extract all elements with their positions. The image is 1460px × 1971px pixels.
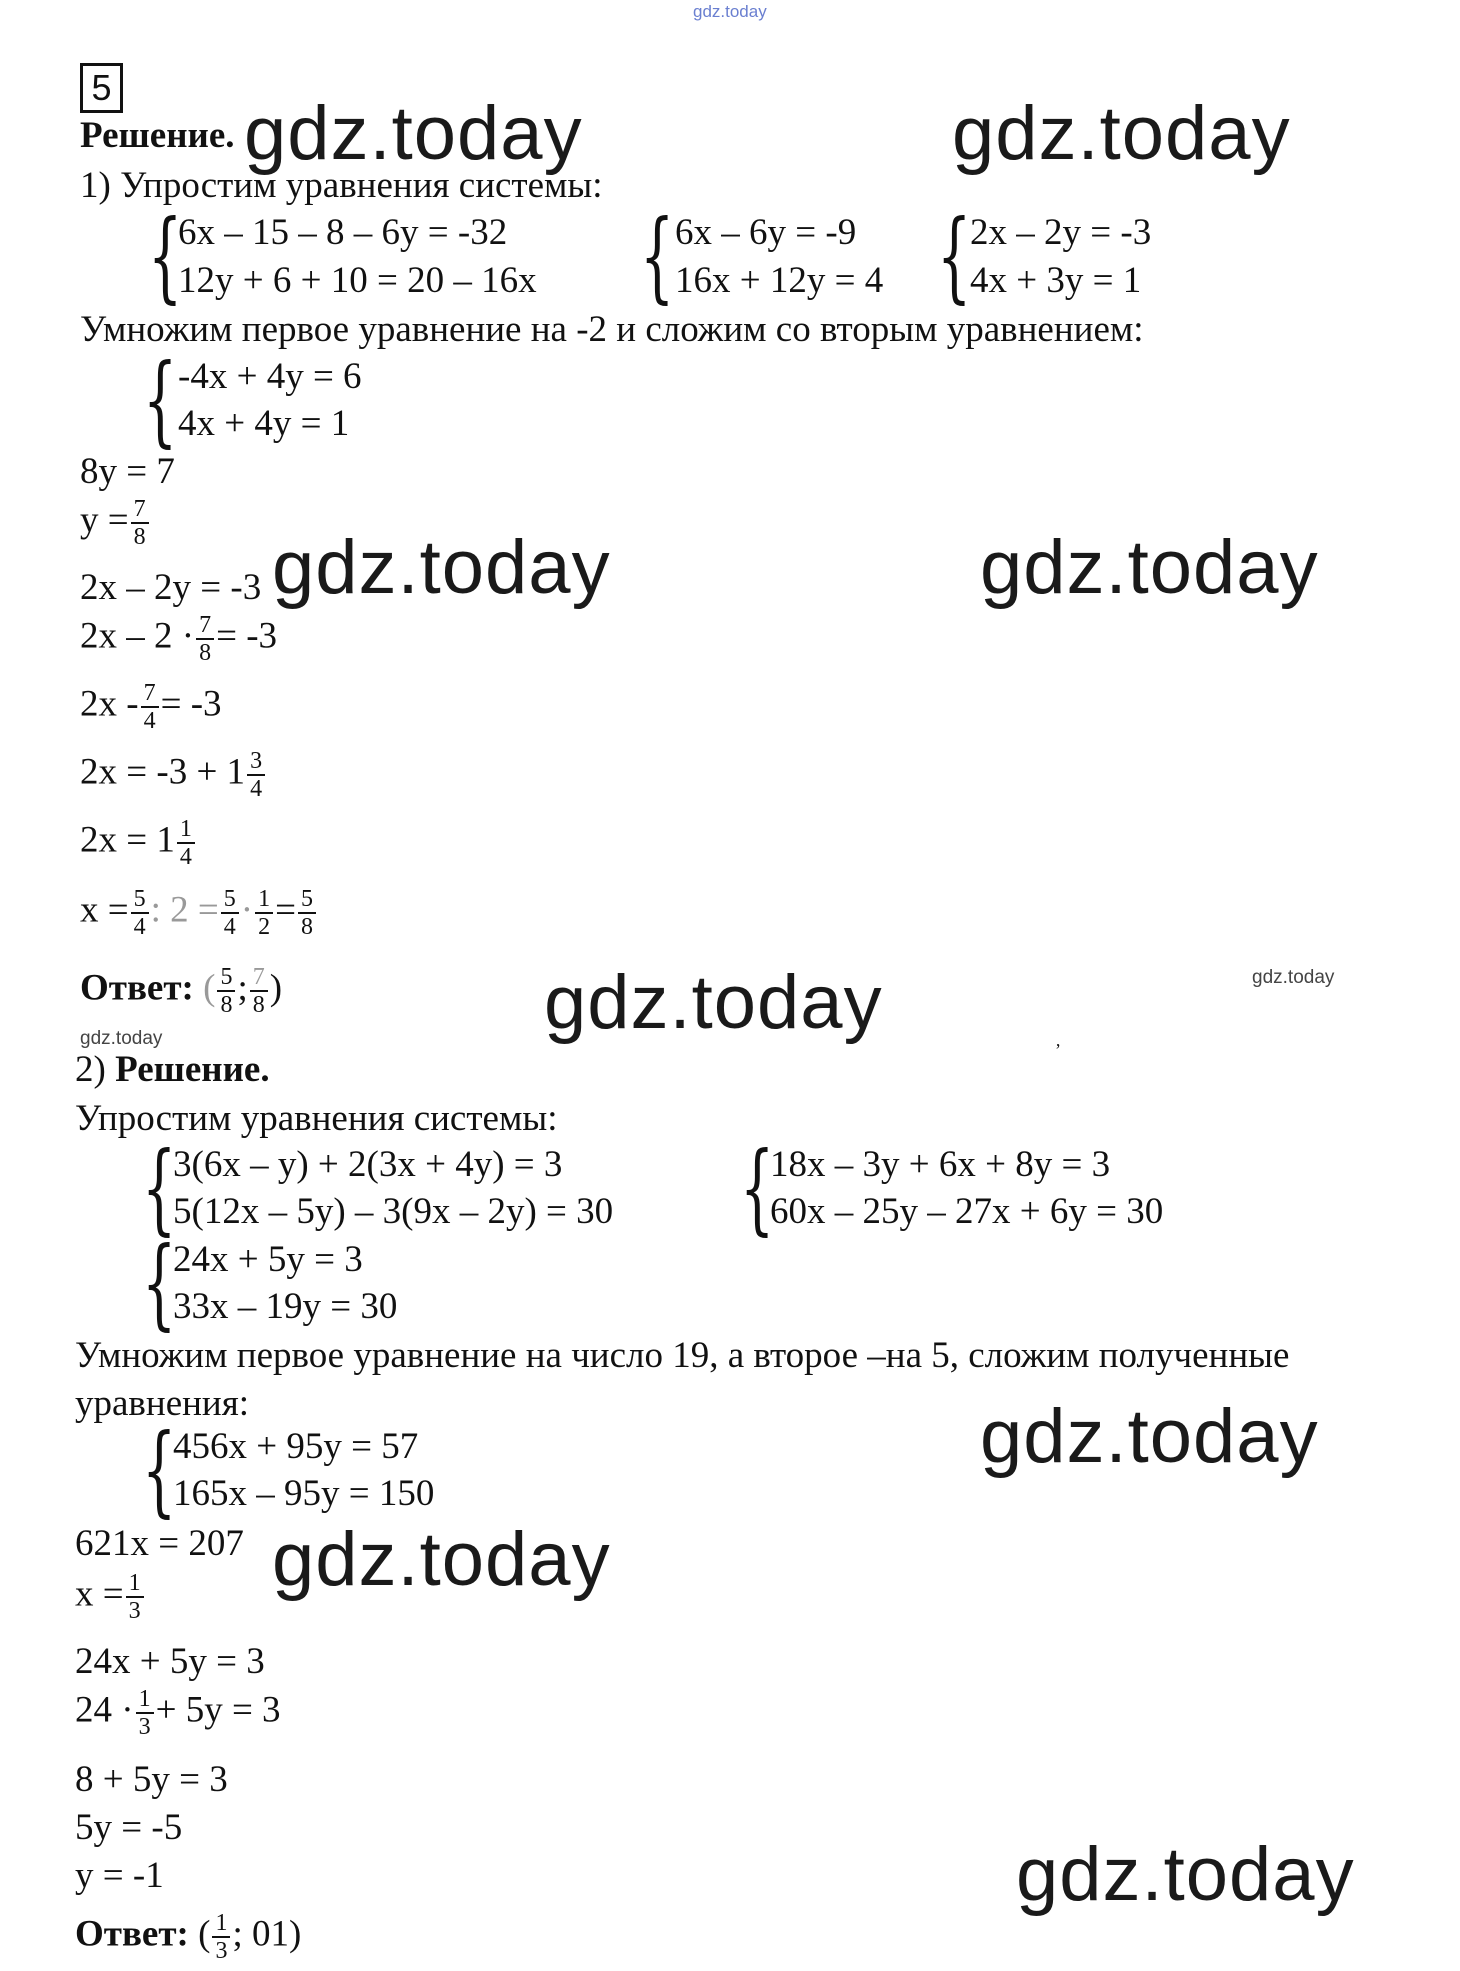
system-brace: { — [937, 200, 972, 314]
step-line: 621x = 207 — [75, 1523, 244, 1564]
step-line: 8y = 7 — [80, 451, 175, 492]
step-line: y = -1 — [75, 1855, 164, 1896]
watermark-top: gdz.today — [693, 2, 767, 21]
fraction: $\frac{7}{8}$ — [131, 496, 149, 550]
step-line: 2x - $\frac{7}{4}$ = -3 — [80, 680, 222, 734]
stray-mark: ’ — [1055, 1040, 1061, 1060]
step-line: 2x – 2y = -3 — [80, 567, 262, 608]
step-line: x = $\frac{5}{4}$ : 2 = $\frac{5}{4}$ · $\frac{1}{2}$ = $\frac{5}{8}$ — [80, 886, 318, 940]
fraction: $\frac{7}{8}$ — [250, 964, 268, 1018]
fraction: $\frac{5}{8}$ — [217, 964, 235, 1018]
multiply-instruction: уравнения: — [75, 1383, 250, 1424]
fraction: $\frac{5}{4}$ — [221, 886, 239, 940]
watermark: gdz.today — [272, 1517, 611, 1602]
equation: 18x – 3y + 6x + 8y = 3 — [770, 1144, 1111, 1185]
watermark: gdz.today — [272, 525, 611, 610]
equation: 6x – 15 – 8 – 6y = -32 — [178, 212, 508, 253]
watermark: gdz.today — [244, 91, 583, 176]
equation: 2x – 2y = -3 — [970, 212, 1152, 253]
watermark: gdz.today — [952, 91, 1291, 176]
multiply-instruction: Умножим первое уравнение на число 19, а второе –на 5, сложим полученные — [75, 1335, 1290, 1376]
watermark-small: gdz.today — [1252, 967, 1335, 988]
step-line: x = $\frac{1}{3}$ — [75, 1570, 146, 1624]
equation: 456x + 95y = 57 — [173, 1426, 419, 1467]
step-line: 5y = -5 — [75, 1807, 183, 1848]
solution-heading: Решение. — [80, 115, 235, 156]
system-brace: { — [142, 1414, 177, 1528]
watermark: gdz.today — [980, 525, 1319, 610]
system-brace: { — [142, 1227, 177, 1341]
watermark: gdz.today — [544, 960, 883, 1045]
fraction: $\frac{1}{2}$ — [255, 886, 273, 940]
problem-number: 5 — [80, 63, 123, 113]
equation: 12y + 6 + 10 = 20 – 16x — [178, 260, 537, 301]
step-line: 2x = 1 $\frac{1}{4}$ — [80, 816, 197, 870]
step-line: 24x + 5y = 3 — [75, 1641, 265, 1682]
equation: 4x + 3y = 1 — [970, 260, 1142, 301]
fraction: $\frac{7}{4}$ — [141, 680, 159, 734]
fraction: $\frac{1}{3}$ — [136, 1686, 154, 1740]
watermark-small: gdz.today — [80, 1028, 163, 1049]
part2-heading: 2) Решение. — [75, 1049, 270, 1090]
equation: 3(6x – y) + 2(3x + 4y) = 3 — [173, 1144, 563, 1185]
multiply-instruction: Умножим первое уравнение на -2 и сложим со вторым уравнением: — [80, 309, 1144, 350]
fraction: $\frac{5}{4}$ — [131, 886, 149, 940]
equation: 6x – 6y = -9 — [675, 212, 857, 253]
equation: 24x + 5y = 3 — [173, 1239, 363, 1280]
equation: 16x + 12y = 4 — [675, 260, 884, 301]
answer-line: Ответ: ( $\frac{5}{8}$ ; $\frac{7}{8}$ ) — [80, 964, 283, 1018]
equation: 4x + 4y = 1 — [178, 403, 350, 444]
fraction: $\frac{5}{8}$ — [298, 886, 316, 940]
watermark: gdz.today — [1016, 1832, 1355, 1917]
watermark: gdz.today — [980, 1394, 1319, 1479]
fraction: $\frac{1}{3}$ — [212, 1910, 230, 1964]
system-brace: { — [740, 1132, 775, 1246]
step-line: y = $\frac{7}{8}$ — [80, 496, 151, 550]
equation: 165x – 95y = 150 — [173, 1473, 435, 1514]
answer-line: Ответ: ( $\frac{1}{3}$ ; 01) — [75, 1910, 302, 1964]
step-line: 2x – 2 · $\frac{7}{8}$ = -3 — [80, 612, 278, 666]
system-brace: { — [143, 344, 178, 458]
equation: 60x – 25y – 27x + 6y = 30 — [770, 1191, 1164, 1232]
step-line: 2x = -3 + 1 $\frac{3}{4}$ — [80, 748, 267, 802]
fraction: $\frac{3}{4}$ — [247, 748, 265, 802]
equation: -4x + 4y = 6 — [178, 356, 362, 397]
part1-intro: 1) Упростим уравнения системы: — [80, 165, 603, 206]
step-line: 8 + 5y = 3 — [75, 1759, 228, 1800]
step-line: 24 · $\frac{1}{3}$ + 5y = 3 — [75, 1686, 281, 1740]
part2-intro: Упростим уравнения системы: — [75, 1098, 558, 1139]
fraction: $\frac{1}{4}$ — [177, 816, 195, 870]
system-brace: { — [142, 1132, 177, 1246]
fraction: $\frac{1}{3}$ — [126, 1570, 144, 1624]
system-brace: { — [640, 200, 675, 314]
equation: 33x – 19y = 30 — [173, 1286, 398, 1327]
equation: 5(12x – 5y) – 3(9x – 2y) = 30 — [173, 1191, 614, 1232]
system-brace: { — [148, 200, 183, 314]
fraction: $\frac{7}{8}$ — [196, 612, 214, 666]
